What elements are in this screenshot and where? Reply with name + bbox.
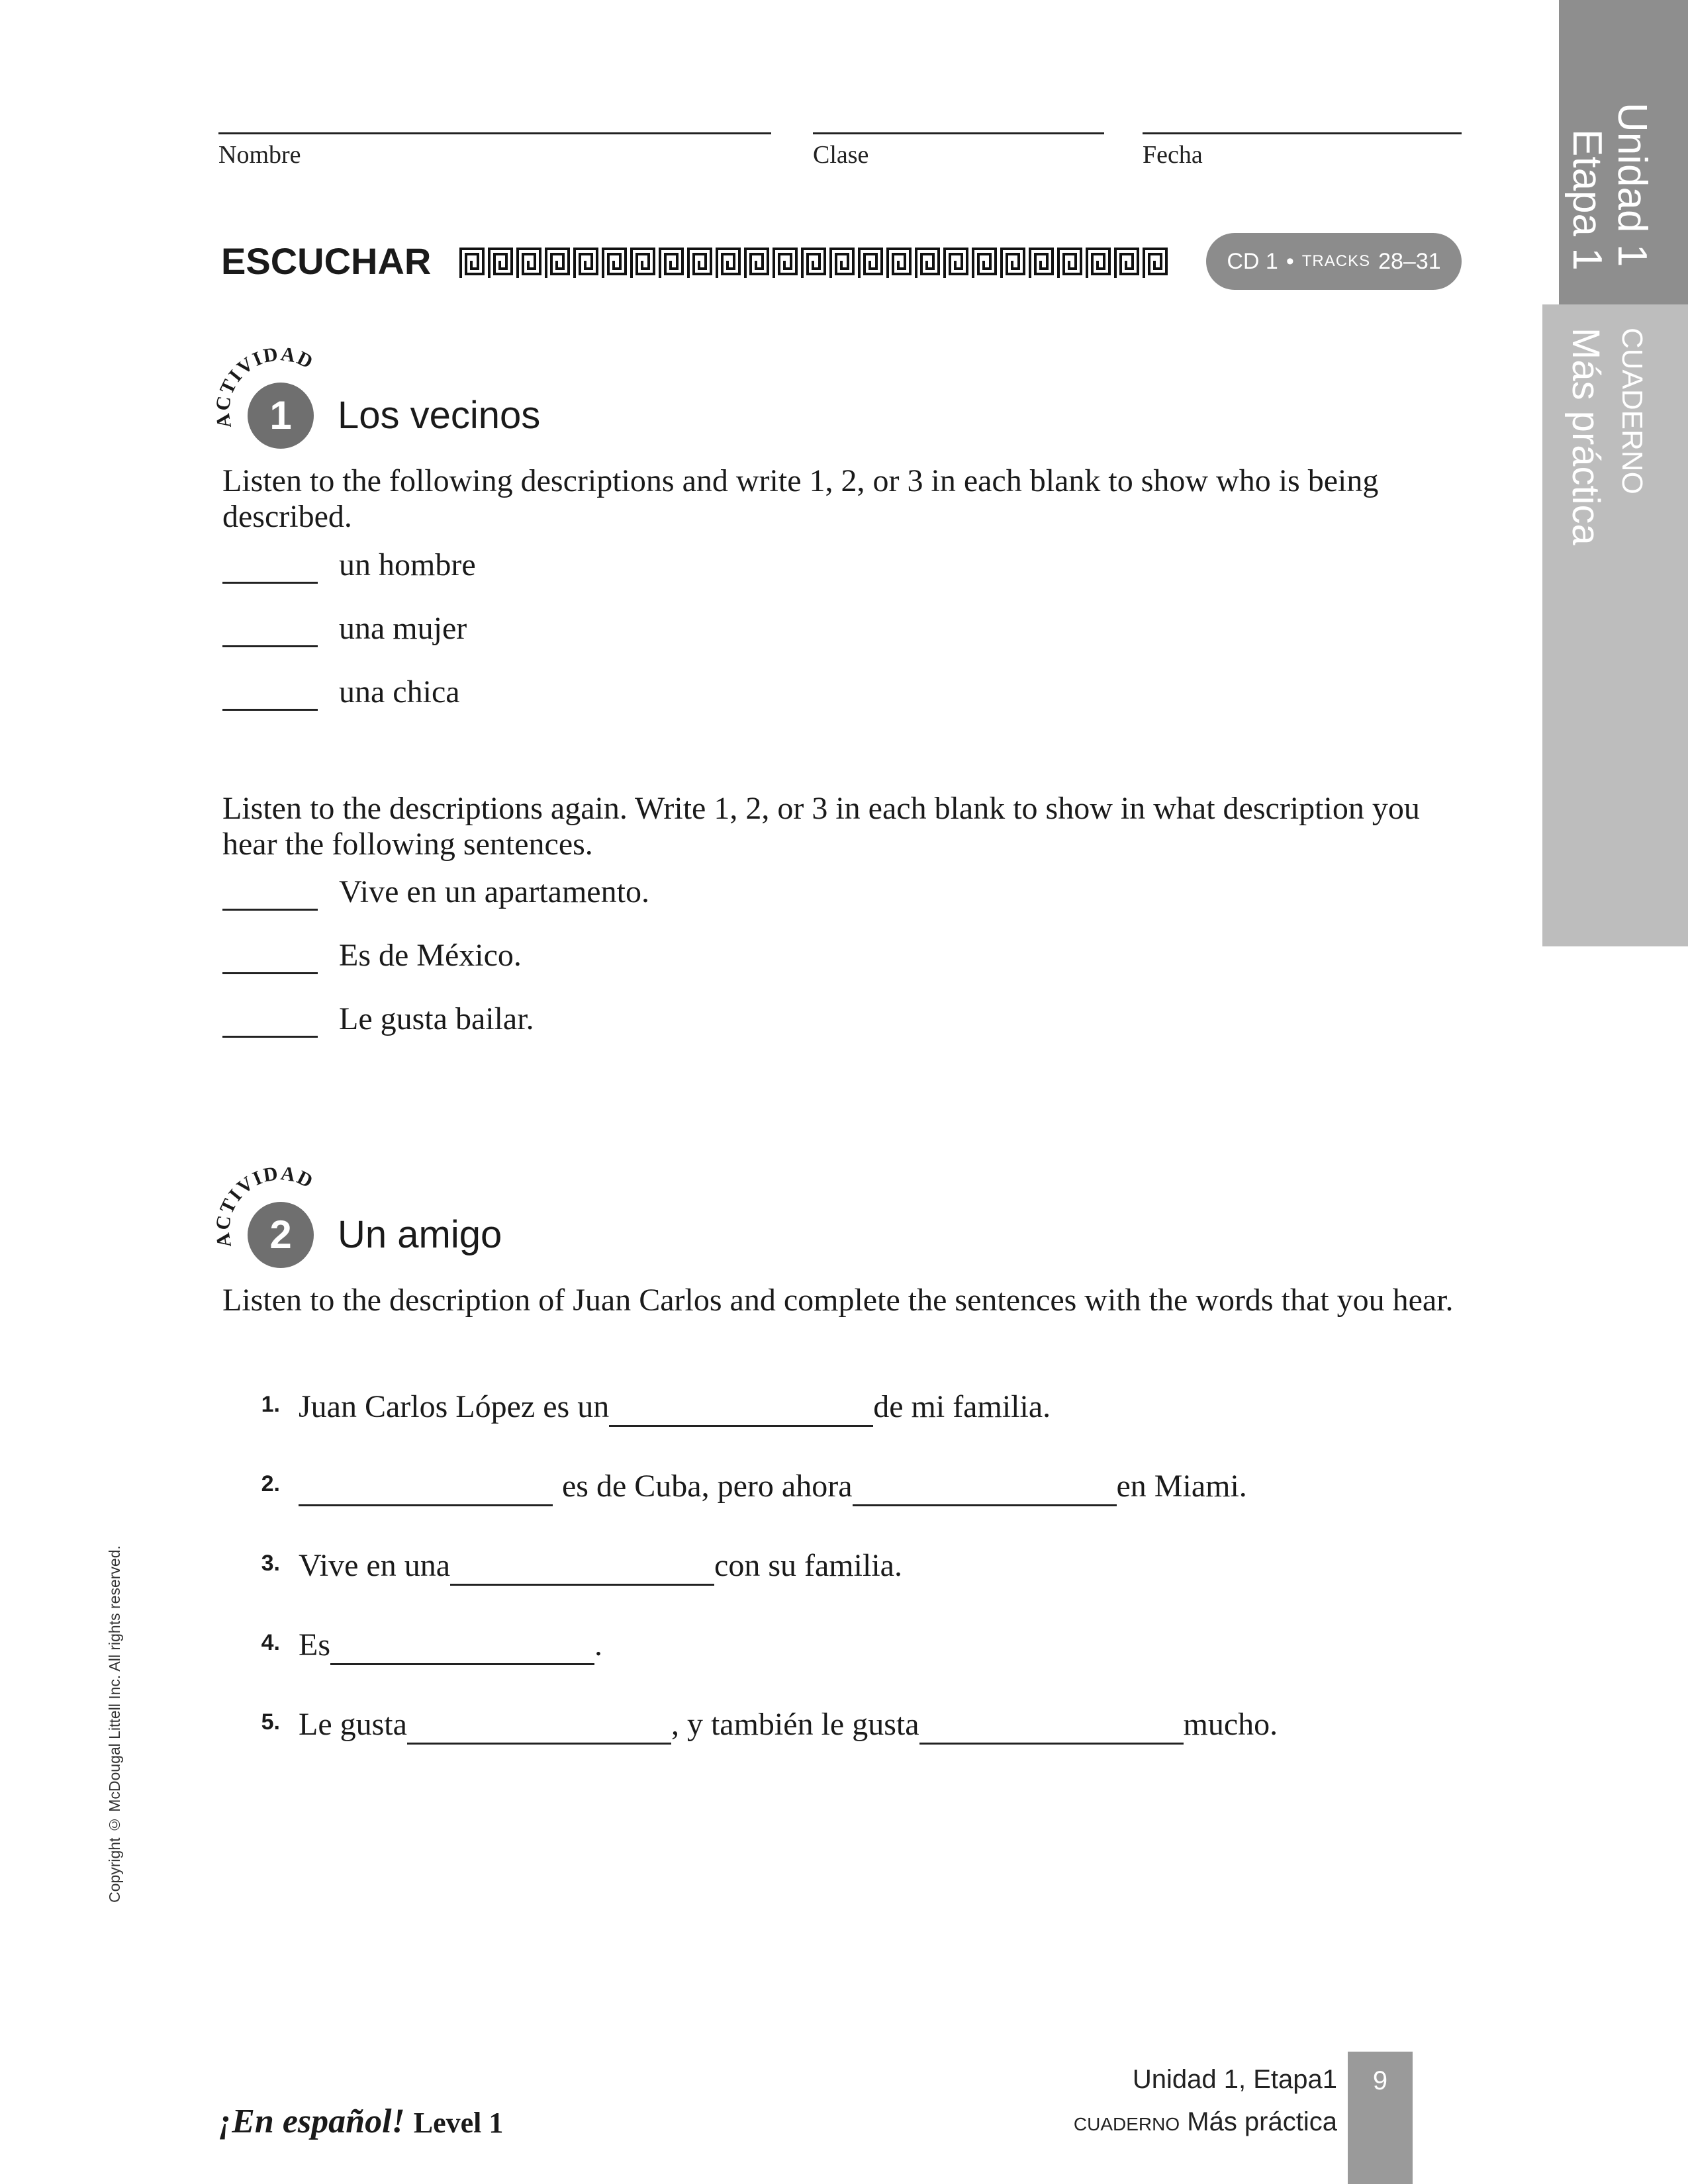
- sentence-1-blank[interactable]: [609, 1390, 873, 1427]
- date-line: [1143, 132, 1462, 134]
- sentence-row: [235, 1385, 1051, 1427]
- class-line: [813, 132, 1104, 134]
- actividad-1-number: 1: [269, 393, 292, 437]
- sentence-row: [235, 1543, 902, 1586]
- sentence-number: 1.: [261, 1392, 280, 1417]
- date-label: Fecha: [1143, 141, 1203, 169]
- item-label: Vive en un apartamento.: [339, 874, 649, 909]
- sentence-text: mucho.: [1183, 1707, 1278, 1742]
- book-title: [218, 2102, 503, 2141]
- list-item: [222, 544, 476, 584]
- book-title-italic: ¡En español!: [218, 2103, 405, 2140]
- answer-blank-hombre[interactable]: [222, 547, 318, 584]
- tab-etapa-text: Etapa 1: [1564, 129, 1610, 271]
- sentence-text: con su familia.: [714, 1548, 902, 1583]
- name-line: [218, 132, 771, 134]
- actividad-2-badge: [211, 1163, 343, 1289]
- sentence-4-blank[interactable]: [330, 1629, 594, 1665]
- sentence-5-blank-a[interactable]: [407, 1708, 671, 1745]
- sentence-2-blank-b[interactable]: [853, 1470, 1117, 1506]
- sentence-number: 4.: [261, 1630, 280, 1655]
- sentence-text: .: [594, 1627, 602, 1662]
- list-item: [222, 871, 649, 911]
- activity-1-instructions-b: Listen to the descriptions again. Write 1, 2, or 3 in each blank to show in what description you hear the following sentences.: [222, 791, 1420, 862]
- sentence-number: 5.: [261, 1709, 280, 1735]
- sentence-text: es de Cuba, pero ahora: [562, 1469, 853, 1504]
- footer-cuaderno-label: CUADERNO: [1073, 2114, 1180, 2134]
- sentence-3-blank[interactable]: [450, 1549, 714, 1586]
- tab-cuaderno-text: CUADERNO: [1616, 328, 1648, 494]
- list-item: [222, 608, 467, 647]
- sentence-row: [235, 1702, 1278, 1745]
- list-item: [222, 671, 460, 711]
- sentence-row: [235, 1623, 602, 1665]
- answer-blank-apartamento[interactable]: [222, 874, 318, 911]
- actividad-2-arc-label: ACTIVIDAD: [211, 1163, 318, 1250]
- cd-tracks-pill: [1206, 233, 1462, 290]
- sentence-text: Le gusta: [299, 1707, 407, 1742]
- name-input[interactable]: [218, 90, 774, 131]
- item-label: una chica: [339, 674, 460, 709]
- list-item: [222, 934, 522, 974]
- activity-2-instructions: Listen to the description of Juan Carlos and complete the sentences with the words that you hear.: [222, 1283, 1454, 1318]
- copyright-notice: Copyright © McDougal Littell Inc. All rights reserved.: [106, 1545, 123, 1903]
- sentence-text: , y también le gusta: [671, 1707, 919, 1742]
- section-title: ESCUCHAR: [221, 240, 432, 282]
- footer-mas-practica: Más práctica: [1187, 2107, 1337, 2136]
- answer-blank-bailar[interactable]: [222, 1001, 318, 1038]
- list-item: [222, 998, 534, 1038]
- footer-unit-etapa: Unidad 1, Etapa1: [1132, 2065, 1337, 2094]
- activity-2-title: Un amigo: [338, 1213, 502, 1256]
- sentence-text: en Miami.: [1116, 1469, 1247, 1504]
- footer-cuaderno: [1074, 2107, 1337, 2137]
- sentence-row: [235, 1464, 1247, 1506]
- answer-blank-mujer[interactable]: [222, 611, 318, 647]
- class-label: Clase: [813, 141, 869, 169]
- item-label: un hombre: [339, 547, 476, 582]
- sentence-text: Juan Carlos López es un: [299, 1389, 610, 1424]
- actividad-1-badge: [211, 344, 343, 470]
- activity-1-title: Los vecinos: [338, 394, 541, 437]
- sentence-text: Vive en una: [299, 1548, 451, 1583]
- answer-blank-mexico[interactable]: [222, 938, 318, 974]
- sentence-text: Es: [299, 1627, 330, 1662]
- tracks-label: TRACKS: [1301, 252, 1371, 270]
- class-input[interactable]: [813, 90, 1107, 131]
- activity-1-instructions-a: Listen to the following descriptions and write 1, 2, or 3 in each blank to show who is being described.: [222, 463, 1379, 534]
- name-label: Nombre: [218, 141, 301, 169]
- item-label: una mujer: [339, 611, 467, 646]
- cd-label: CD 1: [1227, 248, 1278, 274]
- page-number: 9: [1372, 2066, 1388, 2095]
- sentence-text: de mi familia.: [873, 1389, 1051, 1424]
- sentence-5-blank-b[interactable]: [919, 1708, 1184, 1745]
- actividad-2-number: 2: [269, 1212, 292, 1257]
- item-label: Le gusta bailar.: [339, 1001, 534, 1036]
- bullet: •: [1286, 248, 1294, 274]
- greek-key-border: [458, 246, 1170, 281]
- sentence-2-blank-a[interactable]: [299, 1470, 553, 1506]
- date-input[interactable]: [1143, 90, 1464, 131]
- page-number-box: [1348, 2052, 1413, 2184]
- answer-blank-chica[interactable]: [222, 674, 318, 711]
- actividad-1-arc-label: ACTIVIDAD: [211, 344, 318, 430]
- sentence-number: 2.: [261, 1471, 280, 1496]
- sentence-number: 3.: [261, 1551, 280, 1576]
- tab-unidad-text: Unidad 1: [1609, 103, 1655, 267]
- item-label: Es de México.: [339, 938, 522, 973]
- tracks-range: 28–31: [1378, 248, 1441, 274]
- book-level: Level 1: [413, 2107, 504, 2139]
- tab-mas-practica-text: Más práctica: [1564, 328, 1607, 545]
